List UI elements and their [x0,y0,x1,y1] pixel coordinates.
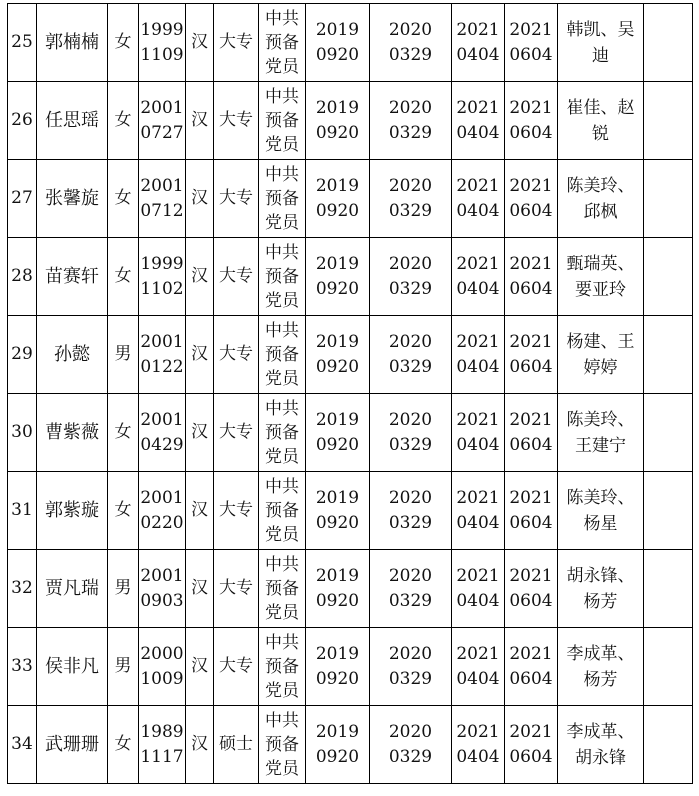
date-year: 2021 [456,175,500,196]
date-year: 2021 [456,487,500,508]
introducers [558,238,644,316]
gender: 女 [108,82,139,160]
status-line: 预备 [265,110,299,131]
date-year: 2020 [388,253,433,274]
status-line: 党员 [265,368,299,389]
birth-year: 2001 [140,331,184,352]
remark [644,238,693,316]
introducers [558,394,644,472]
date-monthday: 0404 [456,44,500,65]
date-3 [452,4,505,82]
birth-monthday: 0727 [140,122,184,143]
introducer-line: 崔佳、赵 [566,97,635,118]
birth-year: 2001 [140,565,184,586]
education: 大专 [214,160,259,238]
date-year: 2020 [388,487,433,508]
date-year: 2021 [509,565,553,586]
ethnicity: 汉 [186,706,214,784]
table-row [8,316,693,394]
birth-date [139,4,186,82]
serial-number: 31 [8,472,37,550]
date-2 [370,394,452,472]
date-3 [452,160,505,238]
ethnicity: 汉 [186,316,214,394]
introducers [558,628,644,706]
introducers [558,316,644,394]
table-row [8,238,693,316]
birth-year: 2001 [140,409,184,430]
education: 大专 [214,238,259,316]
date-monthday: 0920 [315,122,360,143]
birth-monthday: 0903 [140,590,184,611]
introducer-line: 陈美玲、 [566,409,635,430]
political-status [259,472,306,550]
gender: 男 [108,550,139,628]
gender: 女 [108,160,139,238]
date-monthday: 0604 [509,668,553,689]
date-4 [505,706,558,784]
date-monthday: 0604 [509,590,553,611]
birth-year: 2001 [140,487,184,508]
remark [644,628,693,706]
education: 硕士 [214,706,259,784]
status-line: 党员 [265,680,299,701]
political-status [259,160,306,238]
date-year: 2019 [315,721,360,742]
serial-number: 33 [8,628,37,706]
gender: 女 [108,472,139,550]
table-row [8,394,693,472]
member-table [7,3,693,784]
education: 大专 [214,628,259,706]
date-1 [306,316,370,394]
political-status [259,238,306,316]
birth-monthday: 0712 [140,200,184,221]
status-line: 中共 [265,710,299,731]
date-monthday: 0404 [456,590,500,611]
date-monthday: 0920 [315,434,360,455]
status-line: 党员 [265,602,299,623]
gender: 女 [108,394,139,472]
date-4 [505,160,558,238]
status-line: 预备 [265,188,299,209]
status-line: 预备 [265,266,299,287]
member-name: 郭紫璇 [37,472,108,550]
ethnicity: 汉 [186,394,214,472]
ethnicity: 汉 [186,472,214,550]
date-2 [370,160,452,238]
date-monthday: 0404 [456,512,500,533]
status-line: 中共 [265,8,299,29]
ethnicity: 汉 [186,550,214,628]
date-year: 2019 [315,175,360,196]
serial-number: 29 [8,316,37,394]
education: 大专 [214,82,259,160]
date-year: 2020 [388,643,433,664]
gender: 男 [108,628,139,706]
date-1 [306,628,370,706]
remark [644,4,693,82]
status-line: 预备 [265,422,299,443]
date-year: 2021 [509,175,553,196]
date-4 [505,238,558,316]
table-body [8,4,693,784]
table-row [8,160,693,238]
status-line: 中共 [265,476,299,497]
date-2 [370,472,452,550]
date-4 [505,628,558,706]
introducer-line: 迪 [592,45,609,66]
date-1 [306,82,370,160]
date-monthday: 0920 [315,590,360,611]
introducer-line: 李成革、 [566,721,635,742]
date-2 [370,82,452,160]
introducer-line: 杨芳 [583,591,618,612]
date-year: 2021 [509,253,553,274]
serial-number: 26 [8,82,37,160]
date-year: 2021 [509,643,553,664]
date-year: 2021 [456,409,500,430]
date-monthday: 0604 [509,200,553,221]
status-line: 预备 [265,32,299,53]
date-2 [370,4,452,82]
status-line: 党员 [265,524,299,545]
status-line: 中共 [265,164,299,185]
political-status [259,628,306,706]
date-year: 2021 [509,721,553,742]
date-monthday: 0329 [388,590,433,611]
date-monthday: 0920 [315,668,360,689]
member-name: 苗赛轩 [37,238,108,316]
introducer-line: 杨建、王 [566,331,635,352]
introducers [558,4,644,82]
date-year: 2019 [315,487,360,508]
status-line: 中共 [265,554,299,575]
status-line: 中共 [265,242,299,263]
birth-date [139,394,186,472]
date-monthday: 0329 [388,356,433,377]
member-name: 任思瑶 [37,82,108,160]
political-status [259,82,306,160]
introducer-line: 胡永锋、 [566,565,635,586]
table-row [8,706,693,784]
birth-date [139,160,186,238]
date-monthday: 0404 [456,434,500,455]
birth-monthday: 1109 [140,44,184,65]
introducer-line: 陈美玲、 [566,175,635,196]
status-line: 党员 [265,134,299,155]
ethnicity: 汉 [186,82,214,160]
date-year: 2020 [388,409,433,430]
date-4 [505,4,558,82]
date-3 [452,238,505,316]
remark [644,82,693,160]
status-line: 预备 [265,578,299,599]
introducer-line: 锐 [592,123,609,144]
date-2 [370,238,452,316]
date-1 [306,238,370,316]
date-monthday: 0920 [315,512,360,533]
date-year: 2019 [315,409,360,430]
date-3 [452,316,505,394]
date-monthday: 0404 [456,122,500,143]
date-year: 2020 [388,19,433,40]
date-monthday: 0404 [456,356,500,377]
date-4 [505,550,558,628]
remark [644,316,693,394]
member-name: 武珊珊 [37,706,108,784]
date-monthday: 0604 [509,512,553,533]
political-status [259,394,306,472]
serial-number: 28 [8,238,37,316]
introducer-line: 杨星 [583,513,618,534]
remark [644,550,693,628]
date-2 [370,706,452,784]
date-year: 2020 [388,97,433,118]
introducers [558,706,644,784]
ethnicity: 汉 [186,160,214,238]
member-name: 孙懿 [37,316,108,394]
political-status [259,316,306,394]
birth-monthday: 0429 [140,434,184,455]
date-year: 2021 [509,19,553,40]
status-line: 预备 [265,344,299,365]
ethnicity: 汉 [186,4,214,82]
date-1 [306,4,370,82]
date-year: 2020 [388,721,433,742]
date-2 [370,316,452,394]
date-2 [370,628,452,706]
birth-monthday: 1117 [140,746,184,767]
birth-date [139,472,186,550]
gender: 女 [108,4,139,82]
birth-year: 1999 [140,253,184,274]
date-monthday: 0404 [456,746,500,767]
serial-number: 32 [8,550,37,628]
date-year: 2021 [456,565,500,586]
introducers [558,550,644,628]
date-3 [452,706,505,784]
date-3 [452,394,505,472]
date-year: 2019 [315,331,360,352]
table-row [8,628,693,706]
status-line: 党员 [265,290,299,311]
date-year: 2021 [509,331,553,352]
date-monthday: 0404 [456,668,500,689]
date-3 [452,628,505,706]
date-monthday: 0604 [509,434,553,455]
introducers [558,472,644,550]
birth-year: 2001 [140,175,184,196]
date-monthday: 0404 [456,200,500,221]
remark [644,394,693,472]
status-line: 预备 [265,734,299,755]
status-line: 中共 [265,632,299,653]
introducer-line: 邱枫 [583,201,618,222]
education: 大专 [214,394,259,472]
education: 大专 [214,4,259,82]
introducer-line: 甄瑞英、 [566,253,635,274]
date-monthday: 0920 [315,278,360,299]
date-1 [306,160,370,238]
birth-monthday: 1102 [140,278,184,299]
date-year: 2019 [315,643,360,664]
birth-year: 2001 [140,97,184,118]
status-line: 党员 [265,446,299,467]
date-4 [505,316,558,394]
introducer-line: 韩凯、吴 [566,19,635,40]
date-year: 2021 [456,97,500,118]
birth-year: 1989 [140,721,184,742]
date-monthday: 0920 [315,746,360,767]
birth-date [139,316,186,394]
serial-number: 34 [8,706,37,784]
member-name: 张馨旋 [37,160,108,238]
introducer-line: 要亚玲 [575,279,626,300]
date-monthday: 0604 [509,122,553,143]
date-2 [370,550,452,628]
introducer-line: 杨芳 [583,669,618,690]
date-year: 2019 [315,19,360,40]
birth-date [139,628,186,706]
serial-number: 30 [8,394,37,472]
date-monthday: 0920 [315,200,360,221]
birth-date [139,706,186,784]
date-year: 2019 [315,97,360,118]
date-monthday: 0920 [315,356,360,377]
date-year: 2021 [509,409,553,430]
table-row [8,472,693,550]
date-monthday: 0329 [388,278,433,299]
status-line: 中共 [265,86,299,107]
remark [644,706,693,784]
serial-number: 27 [8,160,37,238]
date-monthday: 0329 [388,668,433,689]
gender: 女 [108,706,139,784]
ethnicity: 汉 [186,238,214,316]
date-monthday: 0329 [388,122,433,143]
date-1 [306,394,370,472]
status-line: 预备 [265,656,299,677]
date-3 [452,82,505,160]
gender: 女 [108,238,139,316]
gender: 男 [108,316,139,394]
date-year: 2021 [456,721,500,742]
date-monthday: 0604 [509,356,553,377]
introducer-line: 胡永锋 [575,747,626,768]
status-line: 中共 [265,398,299,419]
status-line: 预备 [265,500,299,521]
date-year: 2020 [388,331,433,352]
education: 大专 [214,316,259,394]
date-4 [505,472,558,550]
date-monthday: 0329 [388,434,433,455]
member-name: 曹紫薇 [37,394,108,472]
date-monthday: 0329 [388,44,433,65]
date-year: 2019 [315,253,360,274]
remark [644,160,693,238]
date-year: 2021 [509,97,553,118]
date-monthday: 0404 [456,278,500,299]
date-year: 2021 [456,643,500,664]
introducer-line: 婷婷 [583,357,618,378]
date-monthday: 0604 [509,278,553,299]
date-4 [505,394,558,472]
introducer-line: 陈美玲、 [566,487,635,508]
member-name: 侯非凡 [37,628,108,706]
birth-date [139,238,186,316]
political-status [259,4,306,82]
birth-year: 2000 [140,643,184,664]
date-monthday: 0329 [388,200,433,221]
date-1 [306,472,370,550]
introducer-line: 李成革、 [566,643,635,664]
table-row [8,4,693,82]
date-year: 2021 [509,487,553,508]
date-year: 2020 [388,175,433,196]
date-1 [306,550,370,628]
status-line: 党员 [265,758,299,779]
birth-year: 1999 [140,19,184,40]
date-1 [306,706,370,784]
birth-date [139,82,186,160]
date-year: 2021 [456,19,500,40]
date-year: 2020 [388,565,433,586]
political-status [259,550,306,628]
birth-monthday: 1009 [140,668,184,689]
date-4 [505,82,558,160]
ethnicity: 汉 [186,628,214,706]
member-name: 郭楠楠 [37,4,108,82]
date-year: 2021 [456,253,500,274]
date-year: 2019 [315,565,360,586]
education: 大专 [214,550,259,628]
introducers [558,82,644,160]
status-line: 中共 [265,320,299,341]
date-monthday: 0604 [509,746,553,767]
date-monthday: 0604 [509,44,553,65]
birth-monthday: 0220 [140,512,184,533]
date-3 [452,550,505,628]
member-name: 贾凡瑞 [37,550,108,628]
date-monthday: 0920 [315,44,360,65]
birth-date [139,550,186,628]
date-monthday: 0329 [388,746,433,767]
introducers [558,160,644,238]
status-line: 党员 [265,212,299,233]
date-monthday: 0329 [388,512,433,533]
education: 大专 [214,472,259,550]
serial-number: 25 [8,4,37,82]
introducer-line: 王建宁 [575,435,626,456]
date-year: 2021 [456,331,500,352]
political-status [259,706,306,784]
date-3 [452,472,505,550]
birth-monthday: 0122 [140,356,184,377]
table-row [8,550,693,628]
remark [644,472,693,550]
status-line: 党员 [265,56,299,77]
table-row [8,82,693,160]
